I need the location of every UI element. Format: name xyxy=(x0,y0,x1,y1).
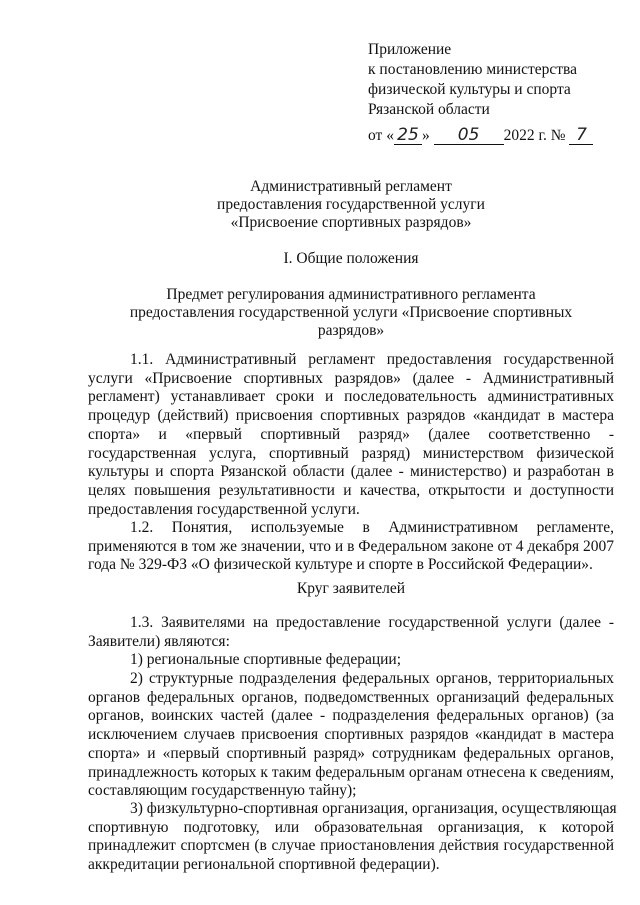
paragraph-1-1: 1.1. Административный регламент предоставления государственной услуги «Присвоение спортивных разрядов» (далее - Административный регламент) устанавливает сроки и последовательность административных процедур (действий) присвоения спортивных разрядов «кандидат в мастера спорта» и «первый спортивный разряд» (далее соответственно - государственная услуга, спортивный разряд) министерством физической культуры и спорта Рязанской области (далее - министерство) и разработан в целях повышения результативности и качества, открытости и доступности предоставления государственной услуги. xyxy=(88,351,614,518)
list-item: 1) региональные спортивные федерации; xyxy=(130,651,402,669)
handwritten-number: 7 xyxy=(569,126,593,145)
subject-heading: Предмет регулирования административного регламента предоставления государственной услуги «Присвоение спортивных разрядов» xyxy=(129,286,573,339)
appendix-title: Приложение xyxy=(368,41,452,58)
document-title: Административный регламент предоставления государственной услуги «Присвоение спортивных разрядов» xyxy=(217,178,485,231)
list-item-2: 2) структурные подразделения федеральных органов, территориальных органов федеральных органов, подведомственных организаций федеральных органов, воинских частей (далее - подразделения федеральных органов) (за исключением случаев присвоения спортивных разрядов «кандидат в мастера спорта» и «первый спортивный разряд» сотрудникам федеральных органов, принадлежность которых к таким федеральным органам отнесена к сведениям, составляющим государственную тайну); xyxy=(88,670,614,800)
appendix-resolution-line: к постановлению министерства xyxy=(368,61,578,78)
list-item-3: 3) физкультурно-спортивная организация, организация, осуществляющая спортивную подготовку, или образовательная организация, к которой принадлежит спортсмен (в случае приостановления действия государственной аккредитации региональной спортивной федерации). xyxy=(88,800,617,874)
handwritten-day: 25 xyxy=(394,126,422,145)
appendix-region-line: Рязанской области xyxy=(368,101,490,118)
applicants-heading: Круг заявителей xyxy=(296,580,406,597)
paragraph-1-3: 1.3. Заявителями на предоставление государственной услуги (далее - Заявители) являются: 1) региональные спортивные федерации; xyxy=(88,614,614,669)
appendix-date-line: от « 25 » 05 2022 г. № 7 xyxy=(368,126,618,146)
appendix-block xyxy=(368,40,618,146)
handwritten-month: 05 xyxy=(434,126,504,145)
section-heading: I. Общие положения xyxy=(283,250,419,267)
appendix-ministry-line: физической культуры и спорта xyxy=(368,81,571,98)
paragraph-1-2: 1.2. Понятия, используемые в Административном регламенте, применяются в том же значении, что и в Федеральном законе от 4 декабря 2007 года № 329-ФЗ «О физической культуре и спорте в Российской Федерации». xyxy=(88,519,614,574)
